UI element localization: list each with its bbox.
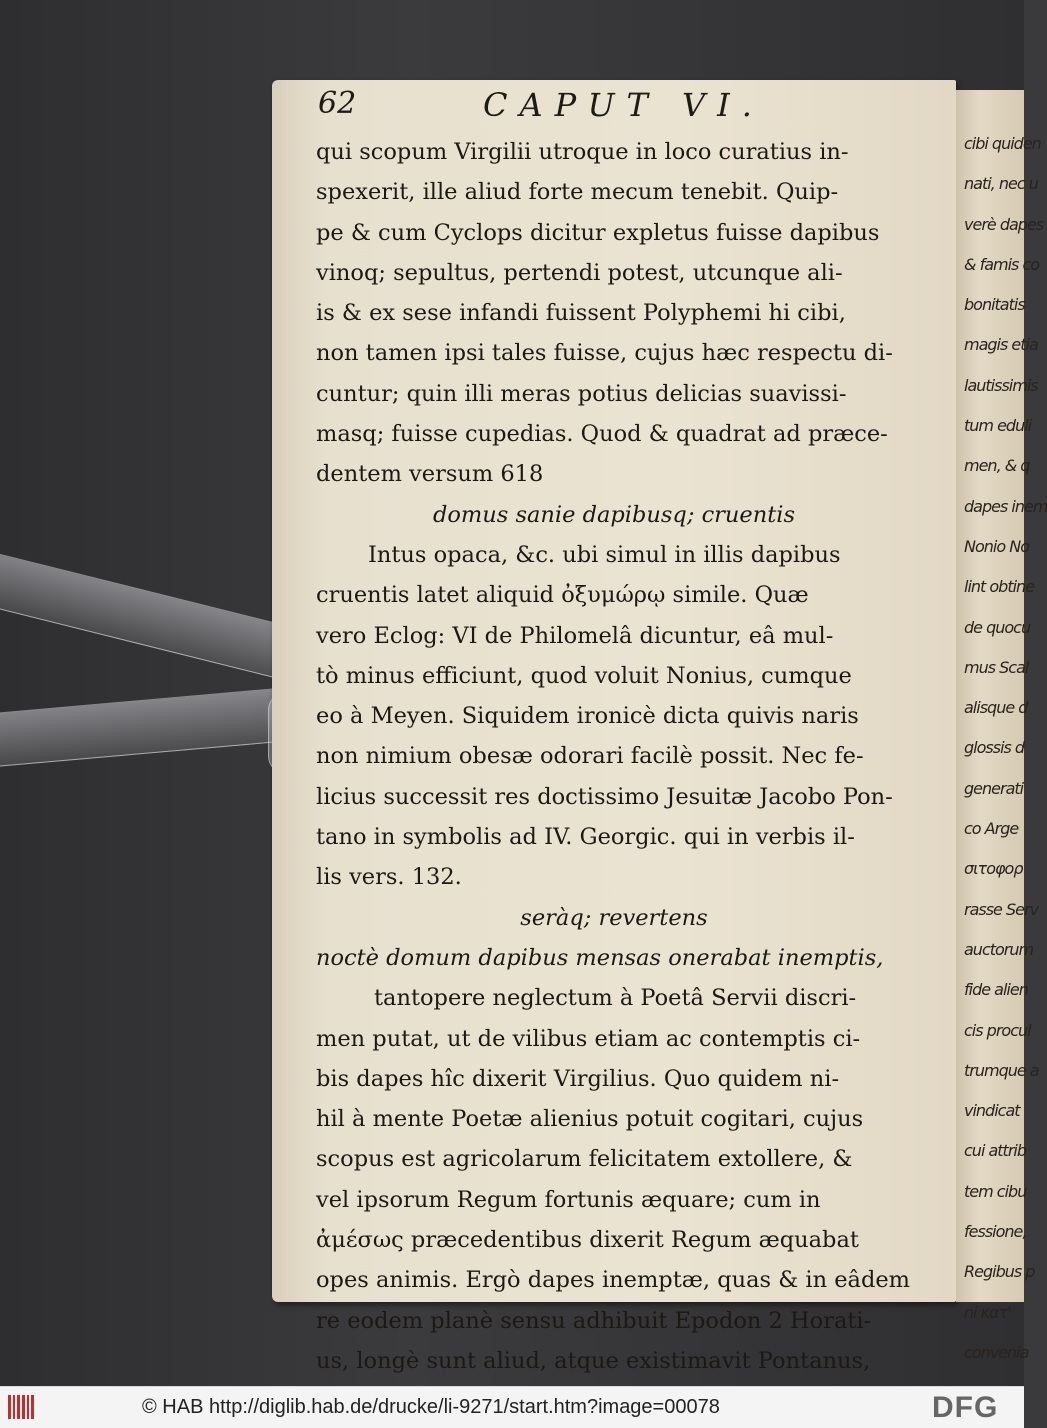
text-line: hil à mente Poetæ alienius potuit cogitari, cujus bbox=[316, 1106, 864, 1133]
dfg-logo: DFG bbox=[932, 1391, 999, 1424]
next-page-fragment: trumque a bbox=[964, 1060, 1039, 1080]
text-line: vel ipsorum Regum fortunis æquare; cum in bbox=[316, 1186, 821, 1213]
text-line: is & ex sese infandi fuissent Polyphemi hi cibi, bbox=[316, 300, 846, 327]
next-page-fragment: lautissimis bbox=[964, 375, 1038, 395]
next-page-fragment: ni κατ' bbox=[964, 1302, 1011, 1322]
next-page-fragment: fessione, bbox=[964, 1222, 1027, 1242]
next-page-fragment: Nonio No bbox=[964, 536, 1029, 556]
text-line: domus sanie dapibusq; cruentis bbox=[432, 501, 796, 528]
next-page-fragment: σιτοφορ bbox=[964, 859, 1023, 879]
next-page-fragment: auctorum bbox=[964, 939, 1034, 959]
next-page-edge bbox=[956, 90, 1047, 1362]
text-line: re eodem planè sensu adhibuit Epodon 2 Horati- bbox=[316, 1307, 872, 1334]
text-line: eo à Meyen. Siquidem ironicè dicta quivis naris bbox=[316, 703, 859, 730]
next-page-fragment: alisque d bbox=[964, 698, 1028, 718]
text-line: dentem versum 618 bbox=[316, 461, 544, 488]
text-line: opes animis. Ergò dapes inemptæ, quas & in eâdem bbox=[316, 1267, 911, 1294]
hab-logo-icon bbox=[8, 1395, 34, 1421]
text-line: vinoq; sepultus, pertendi potest, utcunque ali- bbox=[316, 259, 843, 286]
next-page-fragment: & famis co bbox=[964, 254, 1040, 274]
text-line: licius successit res doctissimo Jesuitæ Jacobo Pon- bbox=[316, 783, 893, 810]
text-line: lis vers. 132. bbox=[316, 864, 462, 891]
next-page-fragment: mus Scal bbox=[964, 657, 1029, 677]
next-page-fragment: rasse Serv bbox=[964, 899, 1039, 919]
next-page-fragment: vindicat bbox=[964, 1101, 1020, 1121]
text-line: noctè domum dapibus mensas onerabat inemptis, bbox=[316, 944, 884, 971]
page-clip bbox=[0, 600, 300, 760]
body-text bbox=[316, 132, 912, 1422]
next-page-fragment: magis etia bbox=[964, 335, 1038, 355]
clip-arm-bottom bbox=[0, 686, 304, 770]
next-page-fragment: lint obtine bbox=[964, 577, 1035, 597]
running-head: CAPUT VI. bbox=[483, 86, 764, 124]
next-page-fragment: men, & q bbox=[964, 456, 1030, 476]
text-line: vero Eclog: VI de Philomelâ dicuntur, eâ mul- bbox=[316, 622, 834, 649]
next-page-fragment: co Arge bbox=[964, 819, 1019, 839]
text-line: cruentis latet aliquid ὀξυμώρῳ simile. Quæ bbox=[316, 582, 809, 609]
text-line: seràq; revertens bbox=[520, 904, 708, 931]
text-line: non nimium obesæ odorari facilè possit. Nec fe- bbox=[316, 743, 864, 770]
text-line: men putat, ut de vilibus etiam ac contemptis ci- bbox=[316, 1025, 861, 1052]
page-header bbox=[318, 86, 938, 126]
next-page-fragment: cis procul bbox=[964, 1020, 1031, 1040]
text-line: tò minus efficiunt, quod voluit Nonius, cumque bbox=[316, 662, 852, 689]
next-page-fragment: tem cibu bbox=[964, 1181, 1027, 1201]
next-page-fragment: convenia bbox=[964, 1342, 1029, 1362]
next-page-fragment: bonitatis bbox=[964, 295, 1025, 315]
next-page-fragment: fide alien bbox=[964, 980, 1028, 1000]
text-line: Intus opaca, &c. ubi simul in illis dapibus bbox=[368, 541, 841, 568]
text-line: spexerit, ille aliud forte mecum tenebit. Quip- bbox=[316, 179, 839, 206]
text-line: tantopere neglectum à Poetâ Servii discri- bbox=[374, 985, 857, 1012]
text-line: pe & cum Cyclops dicitur expletus fuisse dapibus bbox=[316, 219, 880, 246]
text-line: non tamen ipsi tales fuisse, cujus hæc respectu di- bbox=[316, 340, 893, 367]
next-page-fragment: Regibus p bbox=[964, 1262, 1035, 1282]
next-page-fragment: generati bbox=[964, 778, 1024, 798]
next-page-fragment: tum eduli bbox=[964, 416, 1032, 436]
next-page-fragment: cibi quiden bbox=[964, 134, 1041, 153]
next-page-fragment: glossis d bbox=[964, 738, 1025, 758]
next-page-lines bbox=[956, 134, 1047, 1383]
next-page-fragment: de quocu bbox=[964, 617, 1031, 637]
next-page-fragment: dapes inem bbox=[964, 496, 1047, 516]
text-line: qui scopum Virgilii utroque in loco curatius in- bbox=[316, 139, 849, 165]
text-line: ἀμέσως præcedentibus dixerit Regum æquabat bbox=[316, 1227, 859, 1254]
text-line: us, longè sunt aliud, atque existimavit Pontanus, bbox=[316, 1347, 871, 1374]
text-line: masq; fuisse cupedias. Quod & quadrat ad præce- bbox=[316, 421, 888, 448]
footer-credit[interactable]: © HAB http://diglib.hab.de/drucke/li-9271/start.htm?image=00078 bbox=[142, 1396, 720, 1418]
text-line: bis dapes hîc dixerit Virgilius. Quo quidem ni- bbox=[316, 1065, 840, 1092]
text-line: cuntur; quin illi meras potius delicias suavissi- bbox=[316, 380, 847, 407]
next-page-fragment: cui attrib bbox=[964, 1141, 1026, 1161]
page-number: 62 bbox=[318, 86, 357, 121]
text-line: scopus est agricolarum felicitatem extollere, & bbox=[316, 1146, 853, 1173]
text-line: tano in symbolis ad IV. Georgic. qui in verbis il- bbox=[316, 824, 855, 851]
viewer-footer bbox=[0, 1386, 1024, 1428]
next-page-fragment: nati, nec u bbox=[964, 174, 1038, 194]
next-page-fragment: verè dapes bbox=[964, 214, 1044, 234]
